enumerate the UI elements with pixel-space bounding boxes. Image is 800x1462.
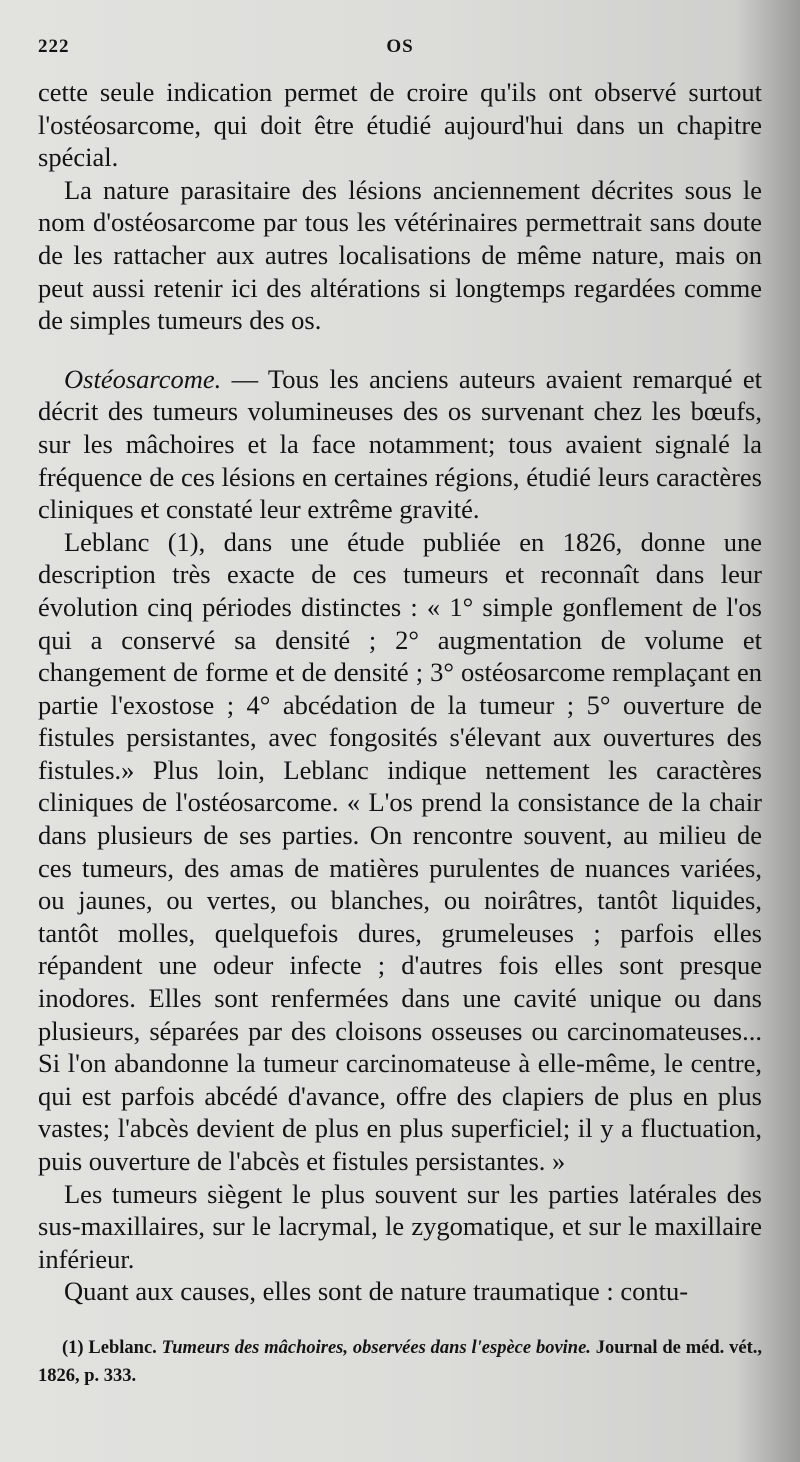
page-header xyxy=(38,36,762,76)
paragraph-causes: Quant aux causes, elles sont de nature traumatique : contu- xyxy=(64,1276,689,1307)
section-text: Tous les anciens auteurs avaient remarqué et décrit des tumeurs volumineuses des os survenant chez les bœufs, sur les mâchoires et la face notamment; tous avaient signalé la fréquence de ces lésions en certaines régions, étudié leurs caractères cliniques et constaté leur extrême gravité. xyxy=(38,363,762,525)
paragraph-leblanc: Leblanc (1), dans une étude publiée en 1826, donne une description très exacte de ces tumeurs et reconnaît dans leur évolution cinq périodes distinctes : « 1° simple gonflement de l'os qui a conservé sa densité ; 2° augmentation de volume et changement de forme et de densité ; 3° ostéosarcome remplaçant en partie l'exostose ; 4° abcédation de la tumeur ; 5° ouverture de fistules persistantes, avec fongosités s'élevant aux ouvertures des fistules.» Plus loin, Leblanc indique nettement les caractères cliniques de l'ostéosarcome. « L'os prend la consistance de la chair dans plusieurs de ses parties. On rencontre souvent, au milieu de ces tumeurs, des amas de matières purulentes de nuances variées, ou jaunes, ou vertes, ou blanches, ou noirâtres, tantôt liquides, tantôt molles, quelquefois dures, grumeleuses ; parfois elles répandent une odeur infecte ; d'autres fois elles sont presque inodores. Elles sont renfermées dans une cavité unique ou dans plusieurs, séparées par des cloisons osseuses ou carcinomateuses... Si l'on abandonne la tumeur carcinomateuse à elle-même, le centre, qui est parfois abcédé d'avance, offre des clapiers de plus en plus vastes; l'abcès devient de plus en plus superficiel; il y a fluctuation, puis ouverture de l'abcès et fistules persistantes. » xyxy=(38,526,762,1176)
section-osteosarcome xyxy=(38,363,762,526)
body-text xyxy=(38,76,762,1308)
paragraph-parasitic-nature: La nature parasitaire des lésions anciennement décrites sous le nom d'ostéosarcome par tous les vétérinaires permettrait sans doute de les rattacher aux autres localisations de même nature, mais on peut aussi retenir ici des altérations si longtemps regardées comme de simples tumeurs des os. xyxy=(38,174,762,336)
section-dash: — xyxy=(221,363,268,394)
paragraph-continuation: cette seule indication permet de croire qu'ils ont observé surtout l'ostéosarcome, qui doit être étudié aujourd'hui dans un chapitre spécial. xyxy=(38,77,762,173)
footnote xyxy=(38,1334,762,1390)
page-number: 222 xyxy=(38,36,70,57)
paragraph-tumor-sites: Les tumeurs siègent le plus souvent sur les parties latérales des sus-maxillaires, sur le lacrymal, le zygomatique, et sur le maxillaire inférieur. xyxy=(38,1178,762,1274)
footnote-title: Tumeurs des mâchoires, observées dans l'espèce bovine. xyxy=(161,1337,591,1358)
running-title: OS xyxy=(386,36,414,57)
footnote-citation: Journal de méd. vét., 1826, p. 333. xyxy=(38,1337,762,1386)
section-title: Ostéosarcome. xyxy=(64,363,222,394)
footnote-marker: (1) Leblanc. xyxy=(62,1337,162,1358)
